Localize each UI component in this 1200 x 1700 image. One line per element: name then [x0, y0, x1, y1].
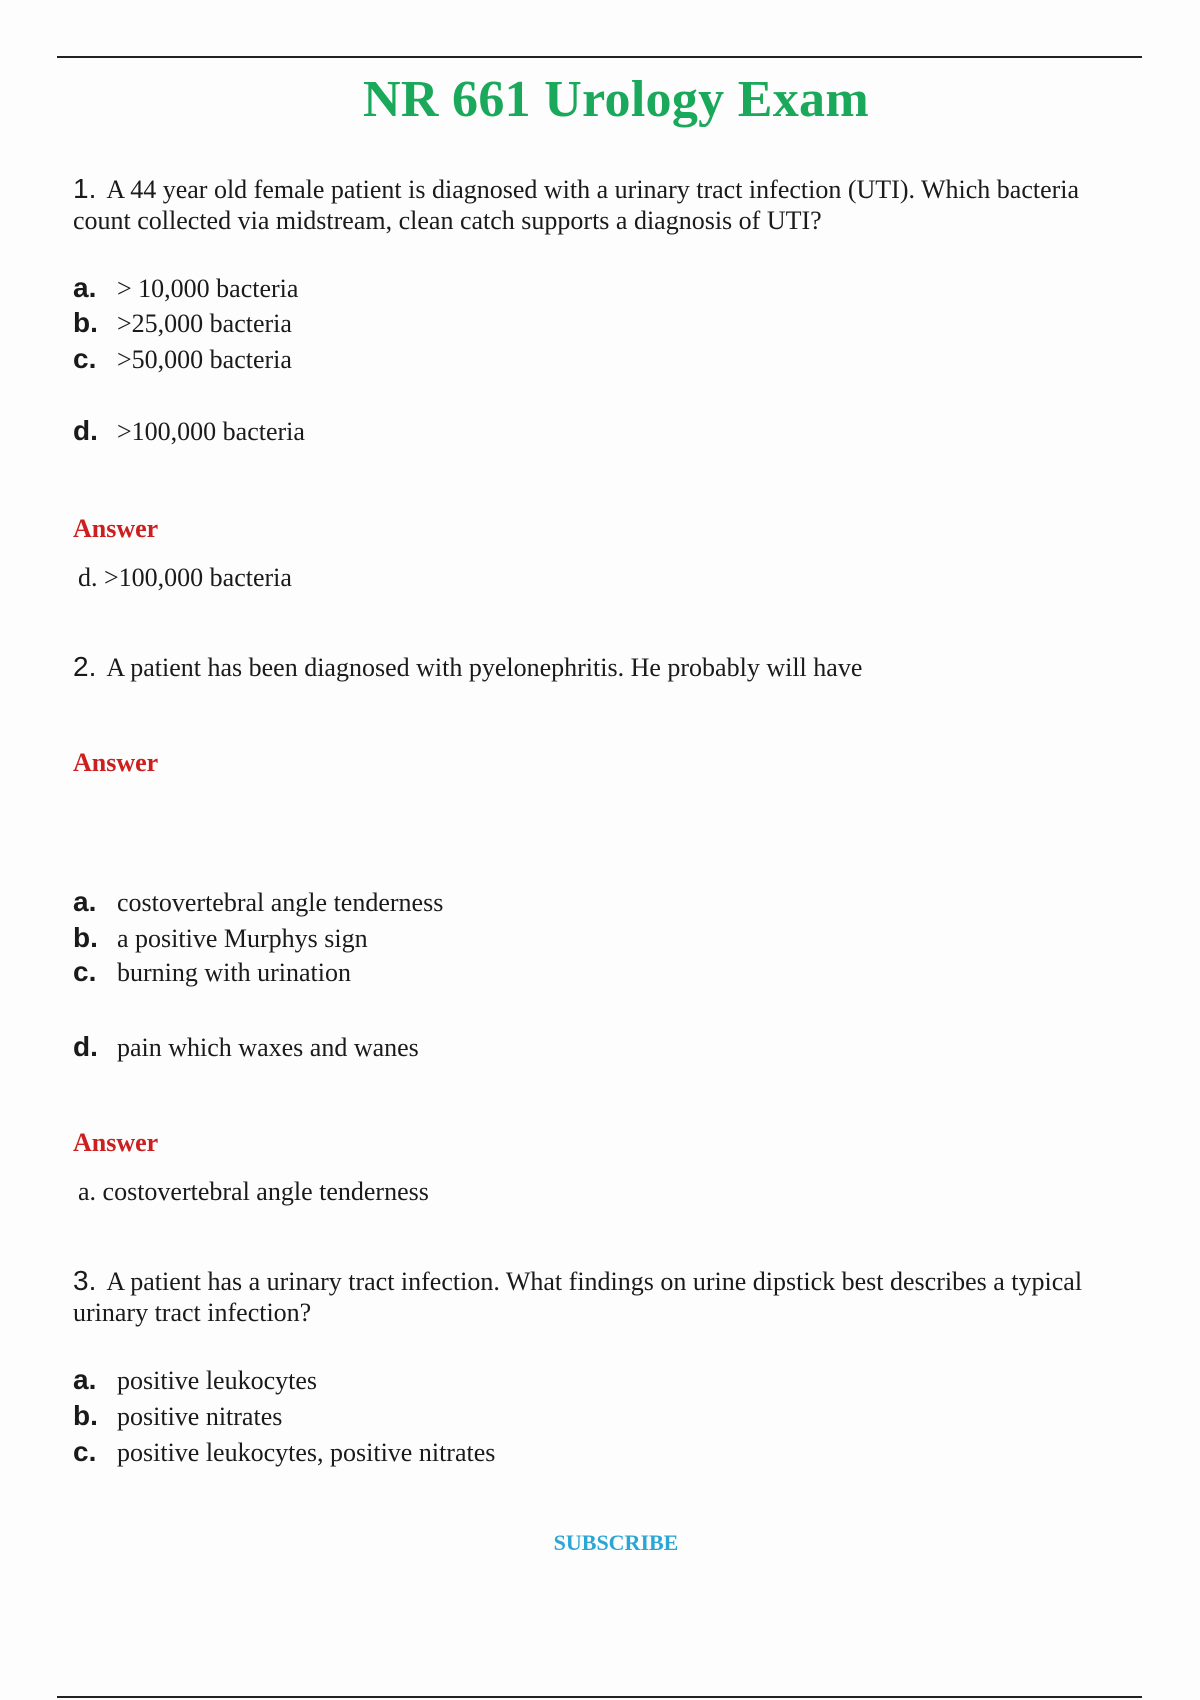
page-title: NR 661 Urology Exam: [363, 71, 869, 128]
option-1b[interactable]: b. >25,000 bacteria: [73, 307, 292, 338]
option-2a[interactable]: a. costovertebral angle tenderness: [73, 886, 444, 917]
answer-text-2: a. costovertebral angle tenderness: [78, 1177, 429, 1206]
bottom-rule: [57, 1696, 1142, 1698]
question-number: 1.: [73, 173, 97, 204]
question-text: A patient has been diagnosed with pyelonephritis. He probably will have: [106, 653, 863, 682]
option-2c[interactable]: c. burning with urination: [73, 956, 351, 987]
option-3b[interactable]: b. positive nitrates: [73, 1400, 283, 1431]
question-1: [73, 173, 1103, 236]
answer-label-2: Answer: [73, 1128, 159, 1157]
option-1a[interactable]: a. > 10,000 bacteria: [73, 272, 299, 303]
option-1c[interactable]: c. >50,000 bacteria: [73, 343, 292, 374]
option-3a[interactable]: a. positive leukocytes: [73, 1364, 318, 1395]
answer-label-2-top: Answer: [73, 748, 159, 777]
option-2b[interactable]: b. a positive Murphys sign: [73, 922, 368, 953]
question-3: [73, 1265, 1103, 1328]
question-text: A patient has a urinary tract infection. What findings on urine dipstick best describes a typical urinary tract infection?: [73, 1267, 1083, 1327]
answer-label-1: Answer: [73, 514, 159, 543]
question-2: [73, 651, 1103, 683]
answer-text-1: d. >100,000 bacteria: [78, 563, 292, 592]
option-1d[interactable]: d. >100,000 bacteria: [73, 415, 305, 446]
option-3c[interactable]: c. positive leukocytes, positive nitrates: [73, 1436, 496, 1467]
question-number: 2.: [73, 651, 97, 682]
option-2d[interactable]: d. pain which waxes and wanes: [73, 1031, 419, 1062]
top-rule: [57, 56, 1142, 58]
subscribe-link[interactable]: SUBSCRIBE: [553, 1530, 679, 1555]
question-text: A 44 year old female patient is diagnosed with a urinary tract infection (UTI). Which bacteria count collected via midstream, clean catch supports a diagnosis of UTI?: [73, 175, 1080, 235]
question-number: 3.: [73, 1265, 97, 1296]
